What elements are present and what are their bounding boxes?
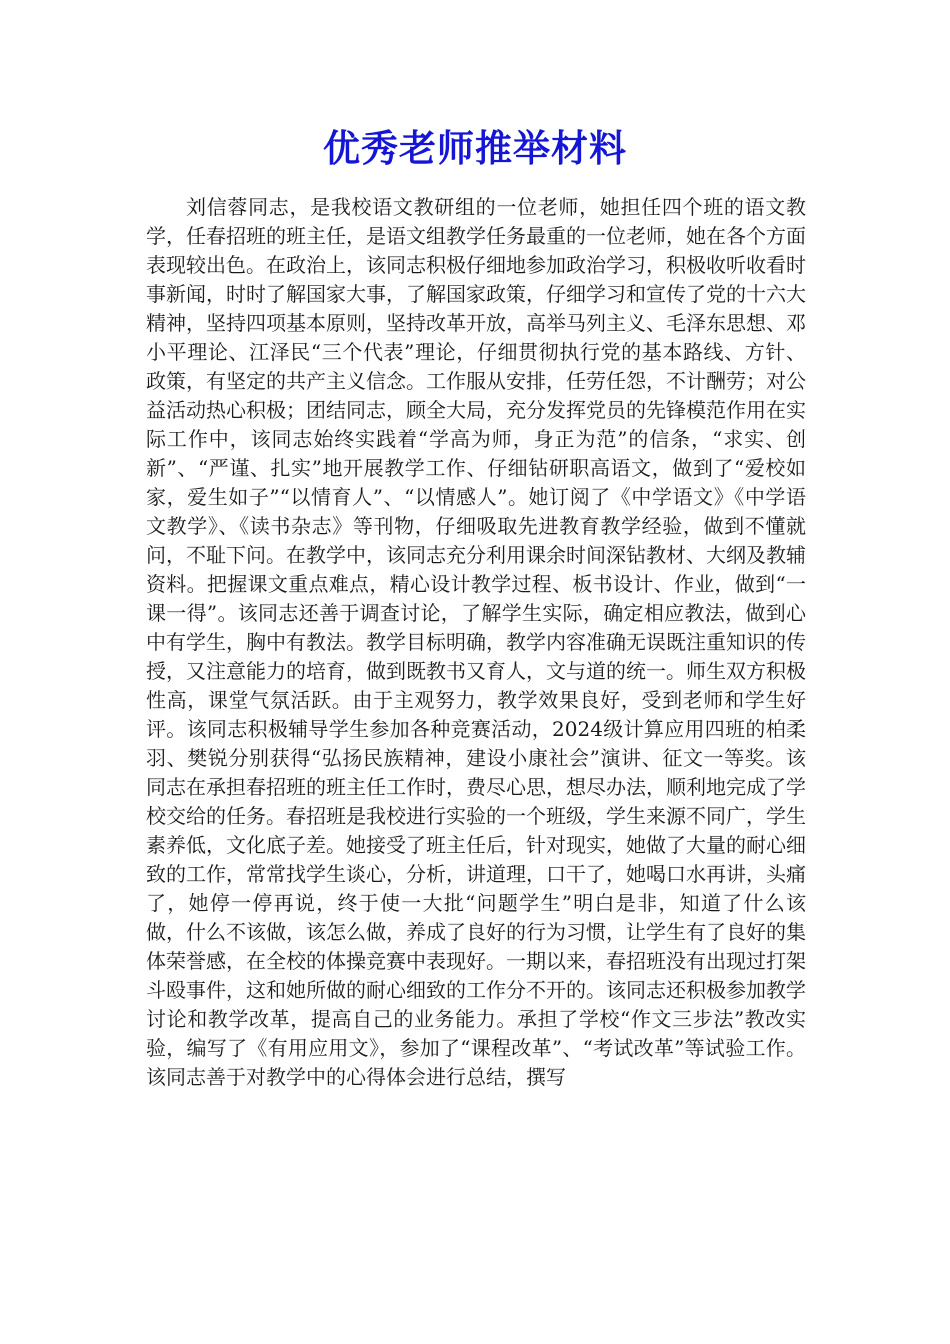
document-body-paragraph: 刘信蓉同志，是我校语文教研组的一位老师，她担任四个班的语文教学，任春招班的班主任，是语文组教学任务最重的一位老师，她在各个方面表现较出色。在政治上，该同志积极仔细地参加政治学习，积极收听收看时事新闻，时时了解国家大事，了解国家政策，仔细学习和宣传了党的十六大精神，坚持四项基本原则，坚持改革开放，高举马列主义、毛泽东思想、邓小平理论、江泽民“三个代表”理论，仔细贯彻执行党的基本路线、方针、政策，有坚定的共产主义信念。工作服从安排，任劳任怨，不计酬劳；对公益活动热心积极；团结同志，顾全大局，充分发挥党员的先锋模范作用在实际工作中，该同志始终实践着“学高为师，身正为范”的信条，“求实、创新”、“严谨、扎实”地开展教学工作、仔细钻研职高语文，做到了“爱校如家，爱生如子”“以情育人”、“以情感人”。她订阅了《中学语文》《中学语文教学》、《读书杂志》等刊物，仔细吸取先进教育教学经验，做到不懂就问，不耻下问。在教学中，该同志充分利用课余时间深钻教材、大纲及教辅资料。把握课文重点难点，精心设计教学过程、板书设计、作业，做到“一课一得”。该同志还善于调查讨论，了解学生实际，确定相应教法，做到心中有学生，胸中有教法。教学目标明确，教学内容准确无误既注重知识的传授，又注意能力的培育，做到既教书又育人，文与道的统一。师生双方积极性高，课堂气氛活跃。由于主观努力，教学效果良好，受到老师和学生好评。该同志积极辅导学生参加各种竞赛活动，2024级计算应用四班的柏柔羽、樊锐分别获得“弘扬民族精神，建设小康社会”演讲、征文一等奖。该同志在承担春招班的班主任工作时，费尽心思，想尽办法，顺利地完成了学校交给的任务。春招班是我校进行实验的一个班级，学生来源不同广，学生素养低，文化底子差。她接受了班主任后，针对现实，她做了大量的耐心细致的工作，常常找学生谈心，分析，讲道理，口干了，她喝口水再讲，头痛了，她停一停再说，终于使一大批“问题学生”明白是非，知道了什么该做，什么不该做，该怎么做，养成了良好的行为习惯，让学生有了良好的集体荣誉感，在全校的体操竞赛中表现好。一期以来，春招班没有出现过打架斗殴事件，这和她所做的耐心细致的工作分不开的。该同志还积极参加教学讨论和教学改革，提高自己的业务能力。承担了学校“作文三步法”教改实验，编写了《有用应用文》，参加了“课程改革”、“考试改革”等试验工作。该同志善于对教学中的心得体会进行总结，撰写 [146, 195, 806, 1089]
document-title: 优秀老师推举材料 [323, 126, 627, 170]
